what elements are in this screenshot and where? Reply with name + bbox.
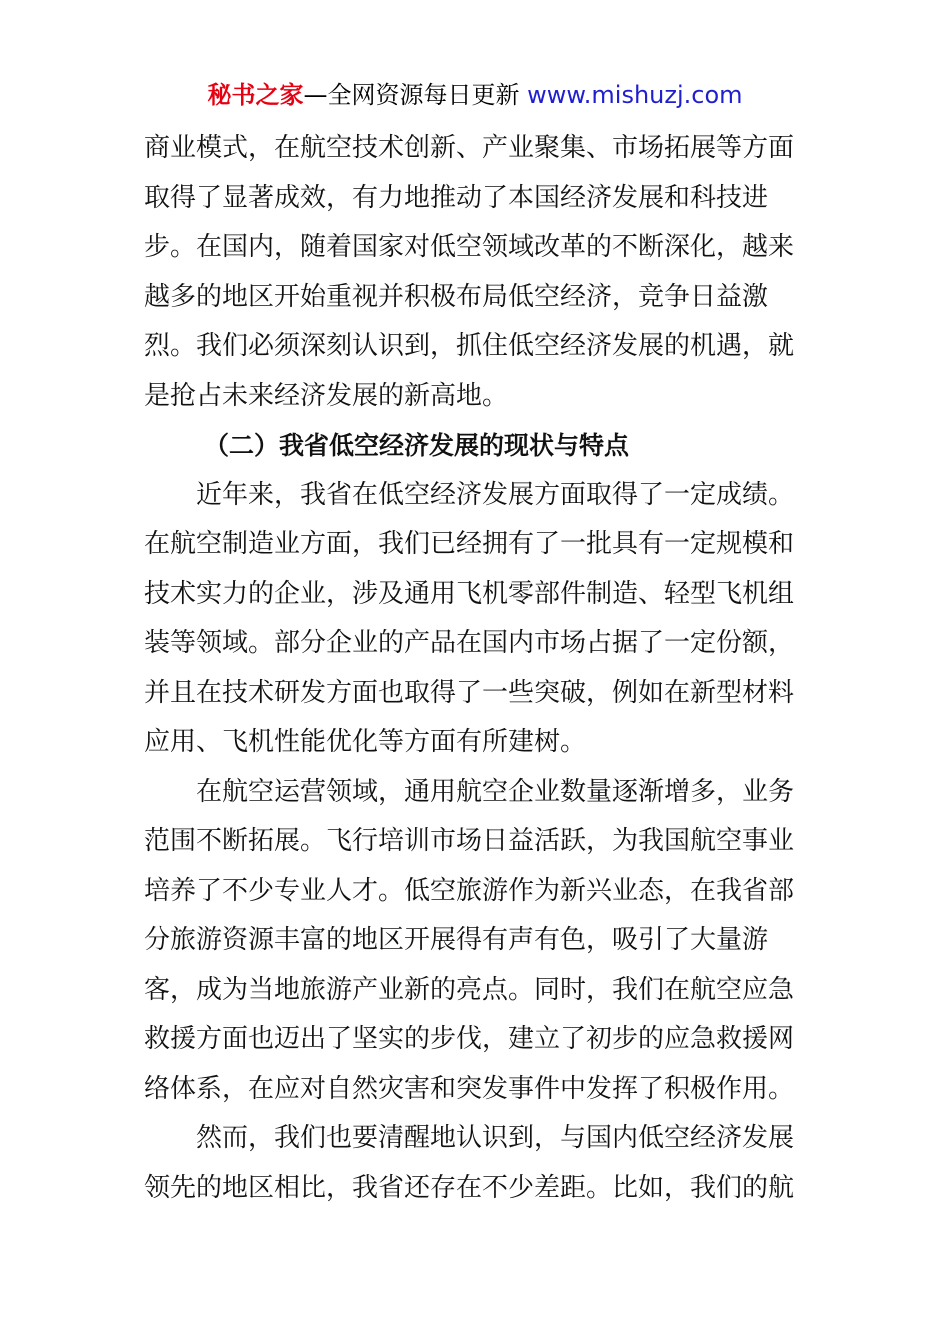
text-line: 步。在国内，随着国家对低空领域改革的不断深化，越来 — [144, 232, 795, 262]
text-line: 在航空制造业方面，我们已经拥有了一批具有一定规模和 — [144, 529, 795, 559]
text-line: 取得了显著成效，有力地推动了本国经济发展和科技进 — [144, 182, 769, 213]
text-line: 救援方面也迈出了坚实的步伐，建立了初步的应急救援网 — [144, 1024, 795, 1054]
paragraph-first-line: 近年来，我省在低空经济发展方面取得了一定成绩。 — [196, 479, 795, 510]
site-url-link[interactable]: www.mishuzj.com — [527, 81, 743, 109]
text-line: 技术实力的企业，涉及通用飞机零部件制造、轻型飞机组 — [144, 578, 795, 609]
text-line: 商业模式，在航空技术创新、产业聚集、市场拓展等方面 — [144, 133, 795, 163]
text-line: 装等领域。部分企业的产品在国内市场占据了一定份额， — [144, 628, 795, 658]
section-heading: （二）我省低空经济发展的现状与特点 — [204, 431, 630, 460]
text-line: 领先的地区相比，我省还存在不少差距。比如，我们的航 — [144, 1172, 795, 1203]
text-line: 客，成为当地旅游产业新的亮点。同时，我们在航空应急 — [144, 974, 795, 1005]
text-line: 范围不断拓展。飞行培训市场日益活跃，为我国航空事业 — [144, 826, 795, 856]
document-body — [144, 124, 814, 1213]
paragraph-first-line: 在航空运营领域，通用航空企业数量逐渐增多，业务 — [196, 776, 795, 807]
paragraph-first-line: 然而，我们也要清醒地认识到，与国内低空经济发展 — [196, 1123, 795, 1153]
text-line: 应用、飞机性能优化等方面有所建树。 — [144, 727, 587, 757]
header-tagline: —全网资源每日更新 — [303, 81, 520, 109]
text-line: 分旅游资源丰富的地区开展得有声有色，吸引了大量游 — [144, 925, 769, 955]
text-line: 是抢占未来经济发展的新高地。 — [144, 380, 509, 411]
text-line: 培养了不少专业人才。低空旅游作为新兴业态，在我省部 — [144, 875, 795, 906]
brand-name: 秘书之家 — [207, 81, 304, 109]
text-line: 并且在技术研发方面也取得了一些突破，例如在新型材料 — [144, 677, 795, 708]
text-line: 络体系，在应对自然灾害和突发事件中发挥了积极作用。 — [144, 1073, 795, 1104]
text-line: 越多的地区开始重视并积极布局低空经济，竞争日益激 — [144, 281, 769, 312]
site-header — [0, 78, 950, 112]
text-line: 烈。我们必须深刻认识到，抓住低空经济发展的机遇，就 — [144, 331, 795, 361]
